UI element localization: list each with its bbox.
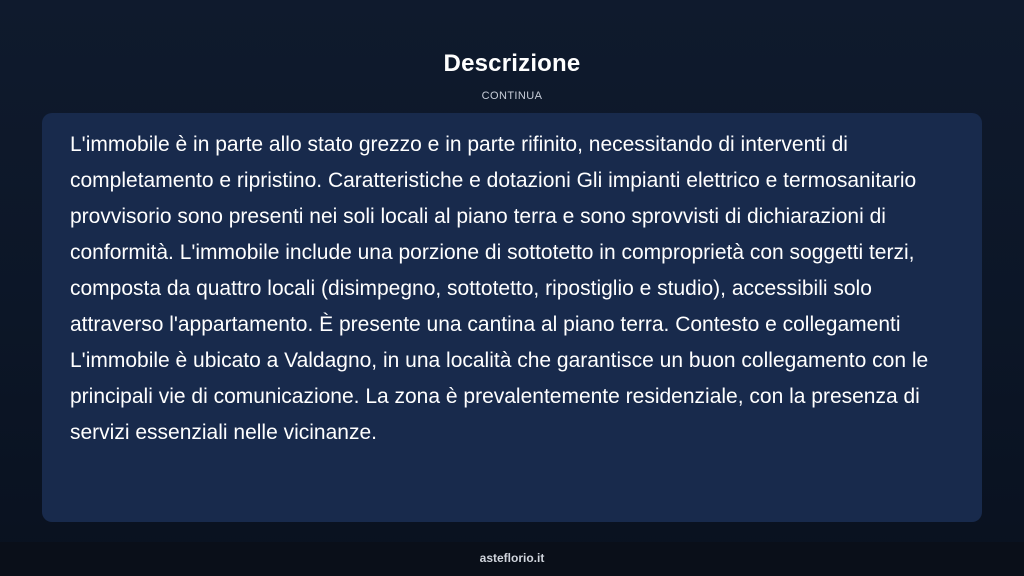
description-text: L'immobile è in parte allo stato grezzo e in parte rifinito, necessitando di interventi di completamento e ripristino. Caratteristiche e dotazioni Gli impianti elettrico e termosanitario provvisorio sono presenti nei soli locali al piano terra e sono sprovvisti di dichiarazioni di conformità. L'immobile include una porzione di sottotetto in comproprietà con soggetti terzi, composta da quattro locali (disimpegno, sottotetto, ripostiglio e studio), accessibili solo attraverso l'appartamento. È presente una cantina al piano terra. Contesto e collegamenti L'immobile è ubicato a Valdagno, in una località che garantisce un buon collegamento con le principali vie di comunicazione. La zona è prevalentemente residenziale, con la presenza di servizi essenziali nelle vicinanze. [70, 133, 929, 444]
footer-site: asteflorio.it [479, 551, 545, 565]
page-title: Descrizione [443, 50, 581, 77]
page-subtitle: CONTINUA [481, 90, 543, 102]
footer [0, 542, 1024, 576]
description-card [42, 113, 982, 522]
